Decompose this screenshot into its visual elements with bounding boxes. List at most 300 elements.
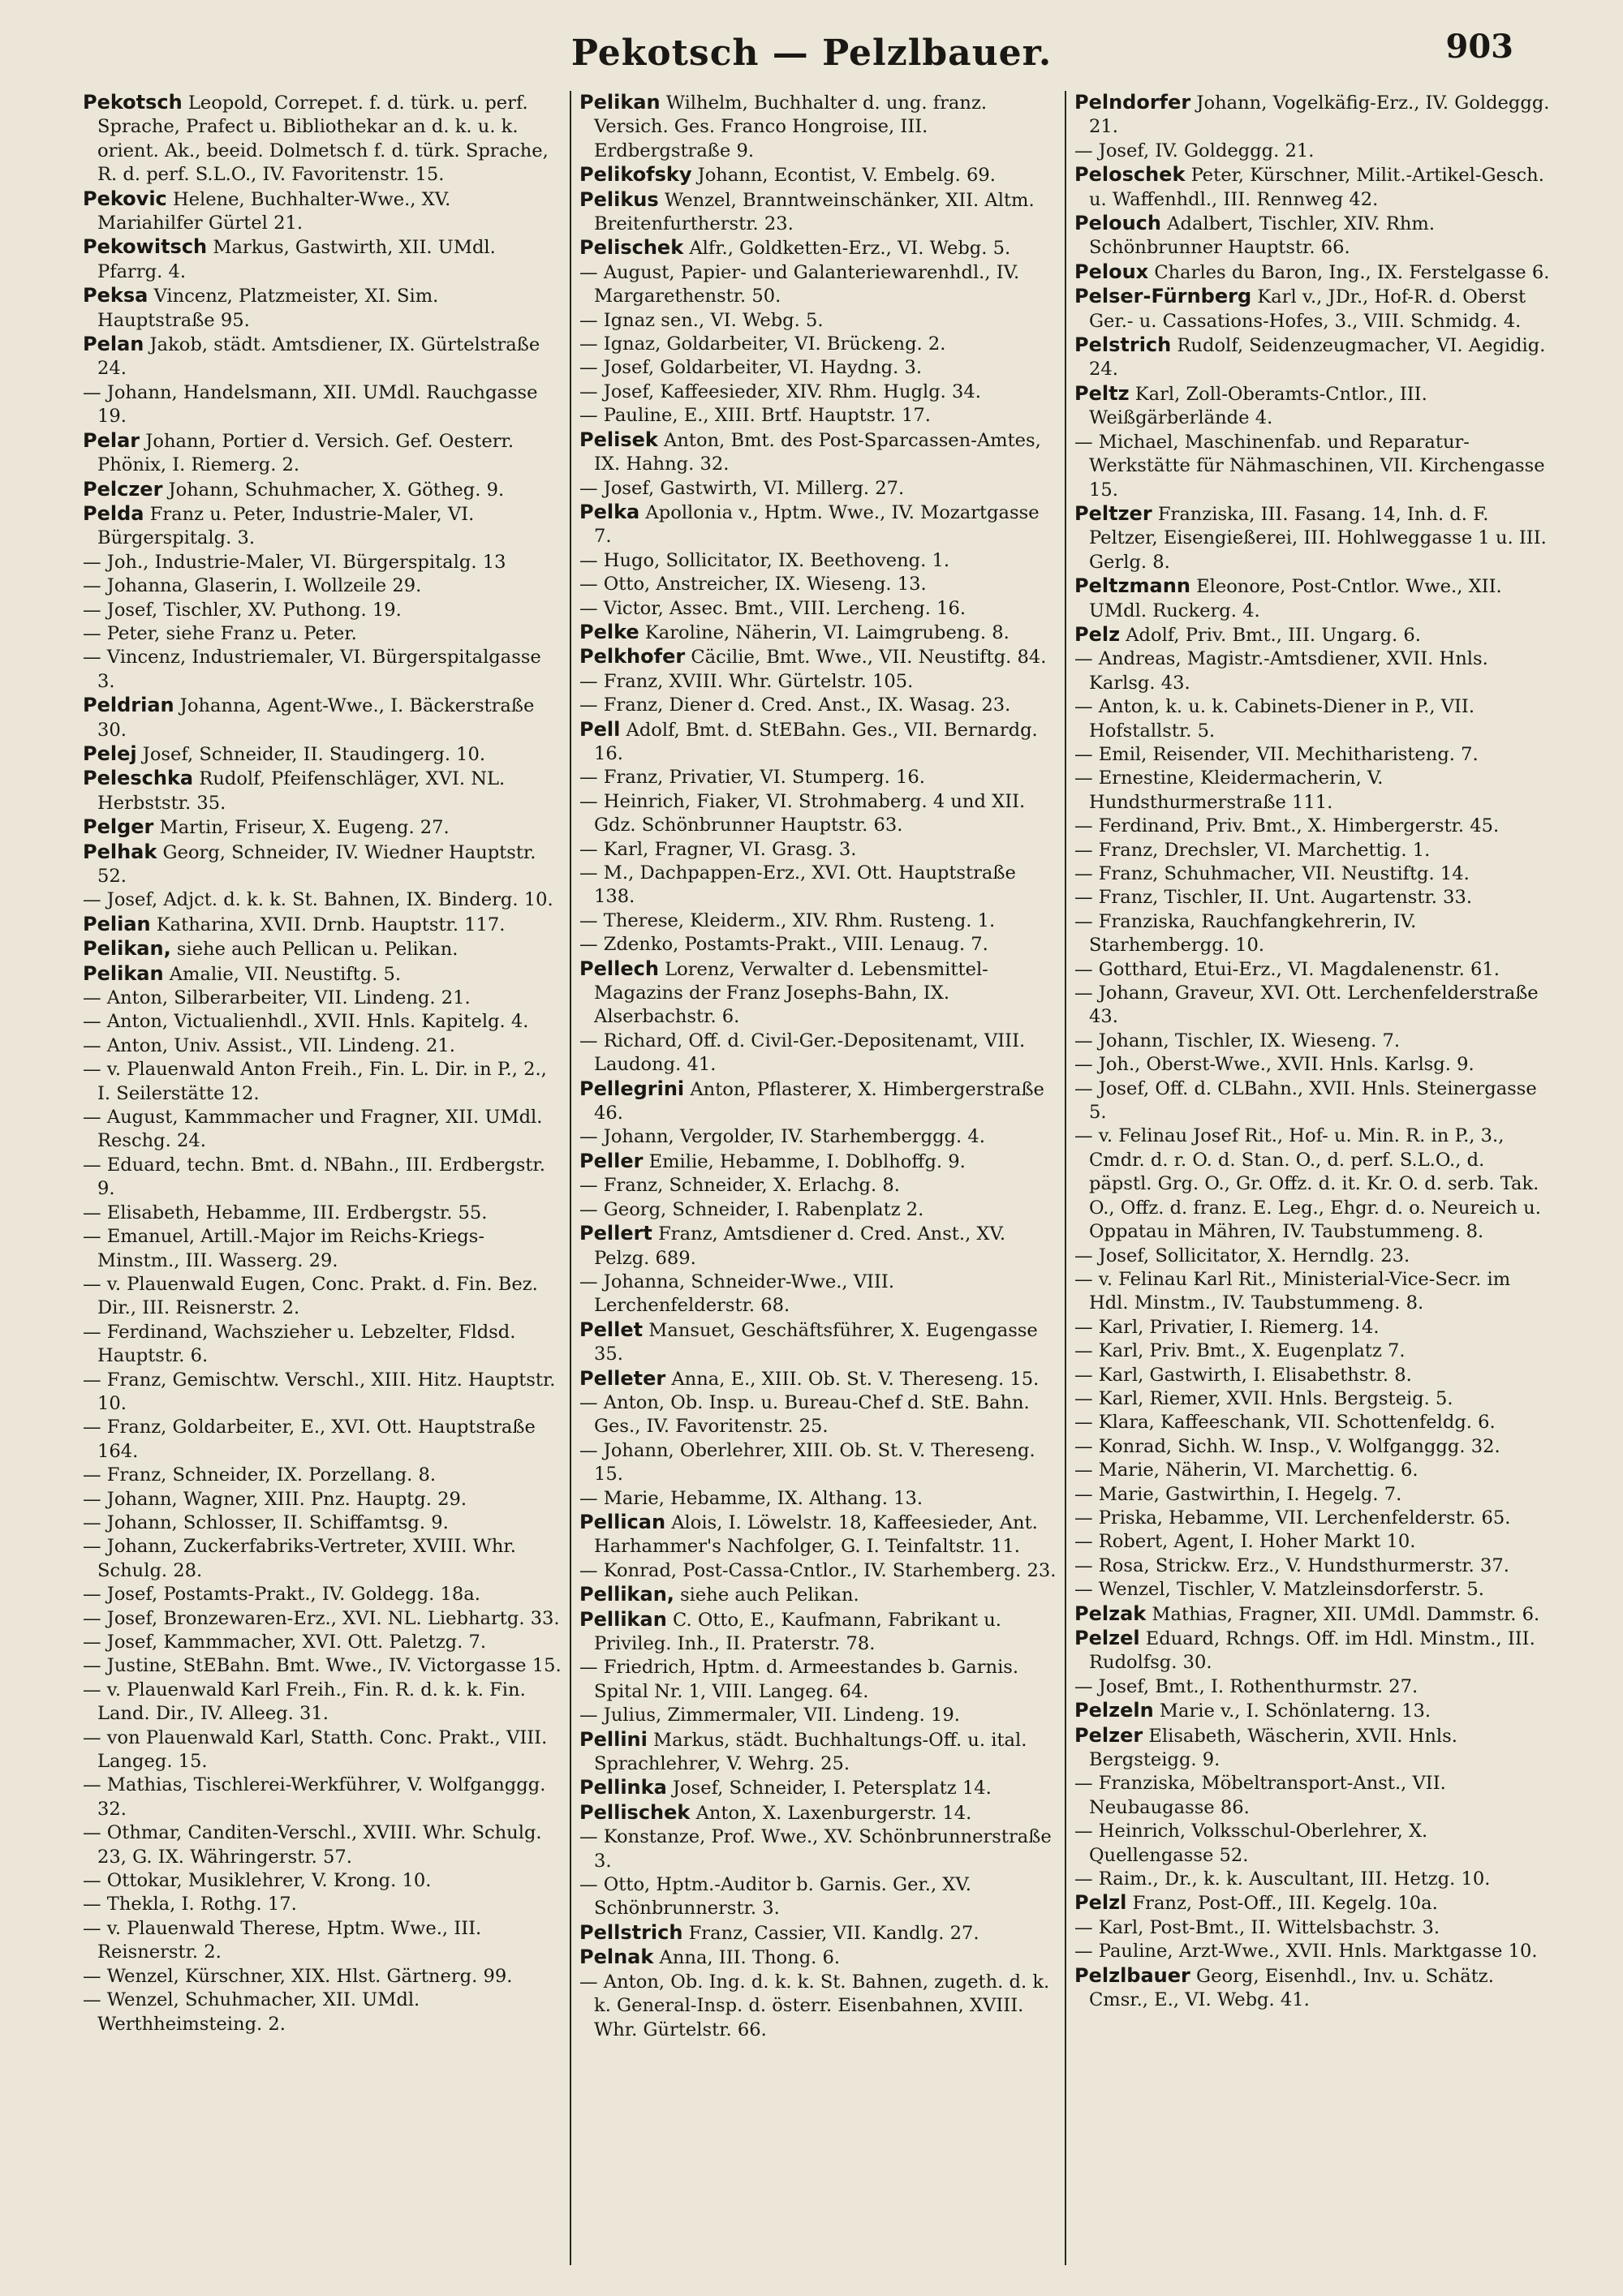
entry-details: Gastwirth, VI. Millerg. 27. xyxy=(654,477,905,499)
entry-details: Rauchfangkehrerin, IV. Starhembergg. 10. xyxy=(1089,910,1417,957)
entry-details: Apollonia v., Hptm. Wwe., IV. Mozartgasse 7. xyxy=(594,501,1040,548)
entry-details: Anton, Bmt. des Post-Sparcassen-Amtes, IX. Hahng. 32. xyxy=(594,429,1041,475)
entry-name: — Gotthard, xyxy=(1074,958,1189,980)
entry-name: — Anton, xyxy=(579,1391,665,1413)
directory-entry xyxy=(579,838,1057,862)
directory-entry xyxy=(83,1488,562,1511)
entry-name: — Konrad, xyxy=(1074,1435,1173,1457)
entry-name: — v. Plauenwald xyxy=(83,1679,235,1701)
directory-entry xyxy=(83,1058,562,1106)
entry-details: Josef Rit., Hof- u. Min. R. in P., 3., Cmdr. d. r. O. d. Stan. O., d. perf. S.L.O., d. päpstl. Grg. O., Gr. Offz. d. it. Kr. O. d. serb. Tak. O., Offz. d. franz. E. Leg., Ehgr. d. o. Neureich u. Oppatau in Mähren, IV. Taubstummeng. 8. xyxy=(1089,1125,1541,1243)
entry-name: — Ignaz, xyxy=(579,333,661,355)
directory-entry xyxy=(579,1511,1057,1559)
directory-entry xyxy=(579,1946,1057,1970)
directory-entry xyxy=(579,718,1057,767)
entry-name: Pelisek xyxy=(579,428,658,451)
entry-details: Priv. Bmt., X. Himbergerstr. 45. xyxy=(1199,815,1500,837)
entry-details: Karl Freih., Fin. R. d. k. k. Fin. Land. Dir., IV. Alleeg. 31. xyxy=(97,1679,526,1725)
entry-details: Eleonore, Post-Cntlor. Wwe., XII. UMdl. Ruckerg. 4. xyxy=(1089,576,1502,621)
directory-entry xyxy=(1074,1820,1552,1868)
directory-entry xyxy=(83,962,562,987)
entry-name: — Peter, xyxy=(83,622,161,644)
directory-entry xyxy=(579,957,1057,1030)
directory-entry xyxy=(1074,1627,1552,1675)
directory-entry xyxy=(83,187,562,236)
entry-details: Amalie, VII. Neustiftg. 5. xyxy=(163,963,402,985)
entry-details: Franz, Amtsdiener d. Cred. Anst., XV. Pelzg. 689. xyxy=(594,1223,1006,1269)
entry-details: Postamts-Prakt., VIII. Lenaug. 7. xyxy=(678,934,988,956)
directory-entry xyxy=(1074,502,1552,574)
entry-name: — Josef, xyxy=(1074,1675,1150,1697)
entry-name: — v. Felinau xyxy=(1074,1125,1188,1147)
entry-details: Post-Bmt., II. Wittelsbachstr. 3. xyxy=(1143,1916,1440,1938)
entry-details: Prof. Wwe., XV. Schönbrunnerstraße 3. xyxy=(594,1826,1052,1872)
entry-name: Pekowitsch xyxy=(83,235,208,259)
entry-details: Priv. Bmt., X. Eugenplatz 7. xyxy=(1143,1340,1406,1362)
entry-details: Anna, E., XIII. Ob. St. V. Thereseng. 15. xyxy=(665,1368,1040,1390)
entry-name: — Konstanze, xyxy=(579,1826,706,1848)
directory-entry xyxy=(83,1726,562,1774)
directory-entry xyxy=(579,333,1057,356)
entry-details: Elisabeth, Wäscherin, XVII. Hnls. Bergsteigg. 9. xyxy=(1089,1725,1457,1771)
entry-details: Schuhmacher, XII. UMdl. Werthheimsteing. 2. xyxy=(97,1989,420,2035)
directory-entry xyxy=(83,1154,562,1202)
directory-entry xyxy=(83,1225,562,1273)
directory-entry xyxy=(1074,1507,1552,1530)
entry-details: Ob. Ing. d. k. k. St. Bahnen, zugeth. d. k. k. General-Insp. d. österr. Eisenbahnen, XVIII. Whr. Gürtelstr. 66. xyxy=(594,1971,1050,2040)
directory-entry xyxy=(83,1774,562,1821)
entry-details: Helene, Buchhalter-Wwe., XV. Mariahilfer Gürtel 21. xyxy=(97,188,451,234)
entry-details: Johanna, Agent-Wwe., I. Bäckerstraße 30. xyxy=(97,695,535,741)
entry-name: Pelzeln xyxy=(1074,1699,1154,1722)
entry-name: Pelzel xyxy=(1074,1627,1140,1649)
entry-name: Pellech xyxy=(579,957,659,980)
directory-entry xyxy=(579,501,1057,549)
entry-details: Victualienhdl., XVII. Hnls. Kapitelg. 4. xyxy=(168,1011,529,1033)
entry-details: Anna, III. Thong. 6. xyxy=(653,1947,841,1969)
entry-details: Sollicitator, IX. Beethoveng. 1. xyxy=(660,549,950,571)
directory-entry xyxy=(579,1439,1057,1487)
directory-entry xyxy=(1074,862,1552,886)
entry-name: — Othmar, xyxy=(83,1822,183,1844)
directory-entry xyxy=(83,599,562,622)
directory-entry xyxy=(579,404,1057,428)
directory-entry xyxy=(83,1583,562,1606)
directory-entry xyxy=(1074,1602,1552,1627)
directory-entry xyxy=(579,1271,1057,1318)
directory-entry xyxy=(579,621,1057,645)
directory-entry xyxy=(1074,140,1552,163)
entry-name: Pekotsch xyxy=(83,91,183,114)
directory-entry xyxy=(1074,1724,1552,1773)
directory-entry xyxy=(1074,574,1552,623)
entry-details: siehe Franz u. Peter. xyxy=(160,622,357,644)
directory-entry xyxy=(1074,1316,1552,1339)
directory-entry xyxy=(83,1416,562,1464)
entry-details: XVIII. Whr. Gürtelstr. 105. xyxy=(663,670,914,692)
page-number: 903 xyxy=(1445,28,1513,66)
directory-entry xyxy=(579,933,1057,957)
entry-details: Marie v., I. Schönlaterng. 13. xyxy=(1153,1701,1431,1722)
directory-entry xyxy=(1074,1364,1552,1387)
entry-details: Charles du Baron, Ing., IX. Ferstelgasse 6. xyxy=(1148,261,1550,283)
entry-name: — Anton, xyxy=(83,1034,169,1056)
directory-entry xyxy=(579,236,1057,260)
entry-name: — Otto, xyxy=(579,1874,651,1896)
entry-name: — Anton, xyxy=(1074,696,1160,718)
directory-entry xyxy=(83,694,562,742)
entry-details: Franz, Post-Off., III. Kegelg. 10a. xyxy=(1126,1893,1438,1915)
entry-name: — Anton, xyxy=(579,1971,665,1993)
entry-details: Franz, Cassier, VII. Kandlg. 27. xyxy=(682,1922,979,1944)
entry-name: Peltzmann xyxy=(1074,574,1190,598)
entry-name: Pellstrich xyxy=(579,1920,683,1944)
entry-name: Pelan xyxy=(83,333,144,356)
entry-name: Pelnak xyxy=(579,1946,654,1969)
entry-details: Kaffeesieder, XIV. Rhm. Huglg. 34. xyxy=(654,381,981,402)
entry-details: Jakob, städt. Amtsdiener, IX. Gürtelstraße 24. xyxy=(97,334,540,380)
entry-details: Josef, Schneider, II. Staudingerg. 10. xyxy=(136,743,486,765)
entry-name: Pelz xyxy=(1074,622,1121,646)
entry-details: Adolf, Bmt. d. StEBahn. Ges., VII. Bernardg. 16. xyxy=(594,719,1038,764)
directory-entry xyxy=(579,549,1057,573)
entry-name: Pelikan xyxy=(83,961,164,985)
directory-entry xyxy=(83,1321,562,1369)
entry-name: — Mathias, xyxy=(83,1774,188,1796)
directory-entry xyxy=(83,1821,562,1869)
directory-entry xyxy=(1074,647,1552,695)
entry-name: Pelhak xyxy=(83,840,157,863)
entry-name: — Emil, xyxy=(1074,743,1147,765)
entry-name: Pelkhofer xyxy=(579,645,686,669)
entry-name: — Franz, xyxy=(1074,863,1159,884)
entry-name: Pelke xyxy=(579,620,639,643)
entry-details: Anstreicher, IX. Wieseng. 13. xyxy=(650,574,927,595)
entry-details: Canditen-Verschl., XVIII. Whr. Schulg. 23, G. IX. Währingerstr. 57. xyxy=(97,1822,542,1868)
entry-details: Zimmermaler, VII. Lindeng. 19. xyxy=(661,1705,960,1726)
entry-name: — Joh., xyxy=(83,551,149,573)
directory-entry xyxy=(579,1487,1057,1511)
entry-name: Pelikus xyxy=(579,187,659,211)
entry-name: — Johann, xyxy=(579,1126,674,1148)
entry-details: I. Rothg. 17. xyxy=(175,1894,297,1915)
entry-name: — Priska, xyxy=(1074,1507,1163,1529)
entry-name: — Johann, xyxy=(83,1536,178,1558)
directory-entry xyxy=(83,646,562,694)
directory-entry xyxy=(579,188,1057,237)
entry-name: — Robert, xyxy=(1074,1531,1169,1553)
directory-entry xyxy=(1074,886,1552,909)
entry-details: Kammmacher und Fragner, XII. UMdl. Reschg. 24. xyxy=(97,1107,543,1152)
entry-details: Strickw. Erz., V. Hundsthurmerstr. 37. xyxy=(1149,1554,1509,1576)
entry-details: Adalbert, Tischler, XIV. Rhm. Schönbrunner Hauptstr. 66. xyxy=(1089,213,1436,259)
entry-details: Hptm. d. Armeestandes b. Garnis. Spital Nr. 1, VIII. Langeg. 64. xyxy=(594,1657,1019,1702)
entry-details: StEBahn. Bmt. Wwe., IV. Victorgasse 15. xyxy=(177,1655,562,1677)
entry-details: Kürschner, XIX. Hlst. Gärtnerg. 99. xyxy=(179,1965,513,1987)
entry-name: — Konrad, xyxy=(579,1559,678,1581)
entry-details: Schuhmacher, VII. Neustiftg. 14. xyxy=(1158,863,1470,884)
directory-entry xyxy=(1074,1030,1552,1053)
entry-details: Gemischtw. Verschl., XIII. Hitz. Hauptstr. 10. xyxy=(97,1369,556,1414)
directory-entry xyxy=(579,1728,1057,1777)
directory-entry xyxy=(579,1391,1057,1439)
directory-entry xyxy=(83,235,562,284)
entry-details: Sichh. W. Insp., V. Wolfganggg. 32. xyxy=(1172,1435,1500,1457)
entry-name: — Johann, xyxy=(1074,982,1169,1004)
directory-columns xyxy=(75,91,1560,2265)
directory-entry xyxy=(83,284,562,333)
directory-entry xyxy=(83,1369,562,1417)
directory-entry xyxy=(579,1174,1057,1197)
directory-entry xyxy=(1074,163,1552,212)
entry-name: Pelzlbauer xyxy=(1074,1963,1190,1987)
entry-name: Pellikan, xyxy=(579,1583,674,1606)
directory-entry xyxy=(579,1776,1057,1800)
entry-name: — Josef, xyxy=(1074,1077,1150,1099)
entry-name: — Josef, xyxy=(579,357,655,379)
entry-name: Pelndorfer xyxy=(1074,91,1191,114)
directory-entry xyxy=(83,1010,562,1034)
entry-name: — Michael, xyxy=(1074,431,1179,453)
directory-entry xyxy=(83,622,562,646)
entry-details: siehe auch Pellican u. Pelikan. xyxy=(170,939,458,961)
entry-details: Oberst-Wwe., XVII. Hnls. Karlsg. 9. xyxy=(1140,1054,1474,1076)
entry-name: — Ferdinand, xyxy=(1074,815,1200,837)
entry-name: — Andreas, xyxy=(1074,648,1182,670)
entry-details: Maschinenfab. und Reparatur-Werkstätte für Nähmaschinen, VII. Kirchengasse 15. xyxy=(1089,431,1545,501)
directory-entry xyxy=(83,502,562,551)
entry-details: Vergolder, IV. Starhemberggg. 4. xyxy=(674,1126,985,1148)
column-middle xyxy=(570,91,1065,2265)
entry-name: — Karl, xyxy=(1074,1316,1144,1338)
entry-details: Hebamme, IX. Althang. 13. xyxy=(664,1487,923,1509)
entry-name: — Franz, xyxy=(1074,887,1159,909)
entry-name: Peller xyxy=(579,1149,644,1172)
entry-name: Pekovic xyxy=(83,187,167,210)
entry-details: Drechsler, VI. Marchettig. 1. xyxy=(1158,839,1431,861)
directory-entry xyxy=(1074,1675,1552,1699)
entry-name: Pell xyxy=(579,717,621,741)
entry-details: Diener d. Cred. Anst., IX. Wasag. 23. xyxy=(663,694,1011,716)
entry-name: — Franz, xyxy=(579,767,664,789)
directory-entry xyxy=(579,1077,1057,1126)
entry-name: Peksa xyxy=(83,284,149,307)
directory-entry xyxy=(1074,1483,1552,1507)
directory-entry xyxy=(83,1965,562,1989)
entry-details: Johann, Portier d. Versich. Gef. Oesterr. Phönix, I. Riemerg. 2. xyxy=(97,430,514,476)
entry-name: Pellikan xyxy=(579,1607,667,1631)
entry-name: — August, xyxy=(83,1107,179,1129)
entry-details: Josef, Schneider, I. Petersplatz 14. xyxy=(666,1778,992,1799)
entry-details: Katharina, XVII. Drnb. Hauptstr. 117. xyxy=(150,914,506,935)
directory-entry xyxy=(1074,1411,1552,1434)
entry-details: Etui-Erz., VI. Magdalenenstr. 61. xyxy=(1188,958,1500,980)
entry-name: — Josef, xyxy=(83,1632,158,1653)
entry-name: Pellini xyxy=(579,1727,648,1751)
directory-entry xyxy=(1074,1387,1552,1411)
entry-details: Cäcilie, Bmt. Wwe., VII. Neustiftg. 84. xyxy=(685,647,1047,669)
entry-details: Wenzel, Branntweinschänker, XII. Altm. Breitenfurtherstr. 23. xyxy=(594,189,1035,235)
directory-entry xyxy=(579,1198,1057,1222)
entry-name: Pelzer xyxy=(1074,1723,1143,1747)
entry-details: Goldarbeiter, VI. Brückeng. 2. xyxy=(661,333,946,355)
directory-entry xyxy=(83,841,562,889)
directory-entry xyxy=(83,1917,562,1965)
directory-entry xyxy=(83,1034,562,1058)
entry-details: siehe auch Pelikan. xyxy=(674,1584,859,1606)
entry-name: Pellet xyxy=(579,1318,644,1341)
entry-details: Post-Cassa-Cntlor., IV. Starhemberg. 23. xyxy=(677,1559,1057,1581)
entry-details: Markus, städt. Buchhaltungs-Off. u. ital. Sprachlehrer, V. Wehrg. 25. xyxy=(594,1729,1027,1775)
directory-entry xyxy=(83,91,562,187)
entry-details: Schlosser, II. Schiffamtsg. 9. xyxy=(177,1511,449,1533)
directory-entry xyxy=(1074,839,1552,862)
entry-name: Pellischek xyxy=(579,1800,691,1824)
entry-details: Rudolf, Seidenzeugmacher, VI. Aegidig. 24. xyxy=(1089,335,1546,381)
entry-details: C. Otto, E., Kaufmann, Fabrikant u. Privileg. Inh., II. Praterstr. 78. xyxy=(594,1609,1001,1654)
directory-entry xyxy=(83,1106,562,1154)
directory-entry xyxy=(1074,1554,1552,1578)
entry-details: Alfr., Goldketten-Erz., VI. Webg. 5. xyxy=(683,238,1011,260)
directory-entry xyxy=(1074,1435,1552,1459)
entry-name: — Eduard, xyxy=(83,1154,182,1176)
directory-entry xyxy=(83,551,562,574)
entry-name: Pelikan, xyxy=(83,937,171,961)
entry-details: Adjct. d. k. k. St. Bahnen, IX. Binderg. 10. xyxy=(157,889,553,911)
entry-details: Volksschul-Oberlehrer, X. Quellengasse 52. xyxy=(1089,1821,1428,1866)
directory-entry xyxy=(1074,91,1552,140)
entry-details: Oberlehrer, XIII. Ob. St. V. Thereseng. 15. xyxy=(594,1439,1035,1486)
entry-name: — Wenzel, xyxy=(83,1965,179,1987)
directory-entry xyxy=(579,1318,1057,1367)
entry-details: Möbeltransport-Anst., VII. Neubaugasse 86. xyxy=(1089,1773,1446,1818)
directory-entry xyxy=(83,1273,562,1321)
entry-details: Kammmacher, XVI. Ott. Paletzg. 7. xyxy=(157,1632,487,1653)
directory-entry xyxy=(1074,285,1552,333)
entry-name: Pellican xyxy=(579,1510,666,1533)
entry-details: Peter, Kürschner, Milit.-Artikel-Gesch. u. Waffenhdl., III. Rennweg 42. xyxy=(1089,165,1544,210)
directory-entry xyxy=(1074,333,1552,382)
entry-name: — Josef, xyxy=(83,1584,158,1606)
directory-entry xyxy=(579,1150,1057,1174)
entry-details: Fiaker, VI. Strohmaberg. 4 und XII. Gdz. Schönbrunner Hauptstr. 63. xyxy=(594,790,1026,836)
directory-entry xyxy=(1074,743,1552,767)
entry-name: Pelger xyxy=(83,815,154,839)
entry-details: Kleiderm., XIV. Rhm. Rusteng. 1. xyxy=(684,909,996,931)
entry-details: Johann, Econtist, V. Embelg. 69. xyxy=(691,165,996,187)
entry-details: Industriemaler, VI. Bürgerspitalgasse 3. xyxy=(97,647,541,692)
directory-entry xyxy=(83,888,562,912)
entry-details: Näherin, VI. Marchettig. 6. xyxy=(1159,1460,1419,1481)
entry-name: — Karl, xyxy=(1074,1340,1144,1362)
entry-details: Mansuet, Geschäftsführer, X. Eugengasse 35. xyxy=(594,1319,1038,1365)
entry-name: — Franz, xyxy=(83,1417,167,1438)
entry-name: Pelikofsky xyxy=(579,163,692,187)
entry-name: — Johanna, xyxy=(83,575,189,597)
directory-entry xyxy=(1074,767,1552,815)
entry-name: — Johann, xyxy=(1074,1030,1169,1051)
entry-name: — Josef, xyxy=(83,599,158,621)
directory-entry xyxy=(1074,1053,1552,1077)
directory-entry xyxy=(83,1654,562,1678)
entry-name: — Marie, xyxy=(1074,1483,1160,1505)
entry-name: — Josef, xyxy=(579,381,655,402)
directory-entry xyxy=(1074,815,1552,838)
entry-name: — Pauline, xyxy=(579,405,678,427)
directory-entry xyxy=(83,574,562,598)
entry-name: — Ernestine, xyxy=(1074,767,1195,789)
directory-entry xyxy=(1074,1916,1552,1940)
entry-name: — Thekla, xyxy=(83,1894,176,1915)
entry-name: — Josef, xyxy=(1074,140,1150,161)
entry-details: E., XIII. Brtf. Hauptstr. 17. xyxy=(678,405,931,427)
directory-entry xyxy=(579,1583,1057,1607)
entry-name: — Heinrich, xyxy=(1074,1821,1186,1842)
entry-name: Peldrian xyxy=(83,694,174,717)
entry-details: Anton, Pflasterer, X. Himbergerstraße 46. xyxy=(594,1078,1044,1124)
directory-entry xyxy=(1074,1891,1552,1915)
entry-details: Off. d. Civil-Ger.-Depositenamt, VIII. Laudong. 41. xyxy=(594,1030,1026,1076)
entry-name: Pelian xyxy=(83,912,151,935)
entry-name: — Marie, xyxy=(1074,1460,1160,1481)
entry-name: — Franz, xyxy=(579,694,664,716)
directory-entry xyxy=(1074,1868,1552,1891)
directory-entry xyxy=(83,381,562,429)
directory-entry xyxy=(83,937,562,961)
directory-entry xyxy=(1074,1578,1552,1602)
entry-name: — v. Plauenwald xyxy=(83,1917,235,1939)
entry-details: Fragner, VI. Grasg. 3. xyxy=(648,838,857,860)
entry-details: Rudolf, Pfeifenschläger, XVI. NL. Herbststr. 35. xyxy=(97,768,506,814)
entry-name: — M., xyxy=(579,862,635,884)
entry-details: IV. Goldeggg. 21. xyxy=(1149,140,1315,161)
entry-name: — Vincenz, xyxy=(83,647,187,669)
directory-entry xyxy=(83,767,562,815)
directory-entry xyxy=(579,477,1057,501)
directory-entry xyxy=(579,1559,1057,1583)
directory-entry xyxy=(579,1704,1057,1727)
entry-details: Postamts-Prakt., IV. Goldegg. 18a. xyxy=(157,1584,480,1606)
directory-entry xyxy=(1074,1964,1552,2013)
entry-details: Schneider-Wwe., VIII. Lerchenfelderstr. 68. xyxy=(594,1271,895,1317)
directory-entry xyxy=(1074,1245,1552,1268)
directory-entry xyxy=(1074,982,1552,1030)
entry-name: — Therese, xyxy=(579,909,685,931)
entry-name: — v. Plauenwald xyxy=(83,1273,235,1295)
entry-name: — Karl, xyxy=(579,838,649,860)
entry-details: Univ. Assist., VII. Lindeng. 21. xyxy=(168,1034,455,1056)
entry-details: Georg, Eisenhdl., Inv. u. Schätz. Cmsr., E., VI. Webg. 41. xyxy=(1089,1965,1494,2011)
directory-entry xyxy=(579,766,1057,789)
entry-name: — Marie, xyxy=(579,1487,665,1509)
directory-entry xyxy=(579,356,1057,380)
entry-details: Goldarbeiter, E., XVI. Ott. Hauptstraße 164. xyxy=(97,1417,536,1462)
directory-entry xyxy=(1074,1459,1552,1482)
entry-details: Silberarbeiter, VII. Lindeng. 21. xyxy=(168,987,471,1009)
entry-details: Lorenz, Verwalter d. Lebensmittel-Magazins der Franz Josephs-Bahn, IX. Alserbachstr. 6. xyxy=(594,958,988,1028)
entry-name: — Wenzel, xyxy=(83,1989,179,2011)
entry-name: — v. Plauenwald xyxy=(83,1059,235,1081)
entry-details: Privatier, VI. Stumperg. 16. xyxy=(663,767,925,789)
directory-entry xyxy=(579,309,1057,333)
entry-details: Kleidermacherin, V. Hundsthurmerstraße 111. xyxy=(1089,767,1384,813)
running-head: Pekotsch — Pelzlbauer. xyxy=(570,32,1053,74)
entry-details: Dr., k. k. Auscultant, III. Hetzg. 10. xyxy=(1158,1868,1491,1890)
entry-name: — Franz, xyxy=(83,1464,167,1486)
directory-entry xyxy=(1074,1268,1552,1316)
entry-name: — Johanna, xyxy=(579,1271,686,1292)
entry-details: Privatier, I. Riemerg. 14. xyxy=(1143,1316,1380,1338)
